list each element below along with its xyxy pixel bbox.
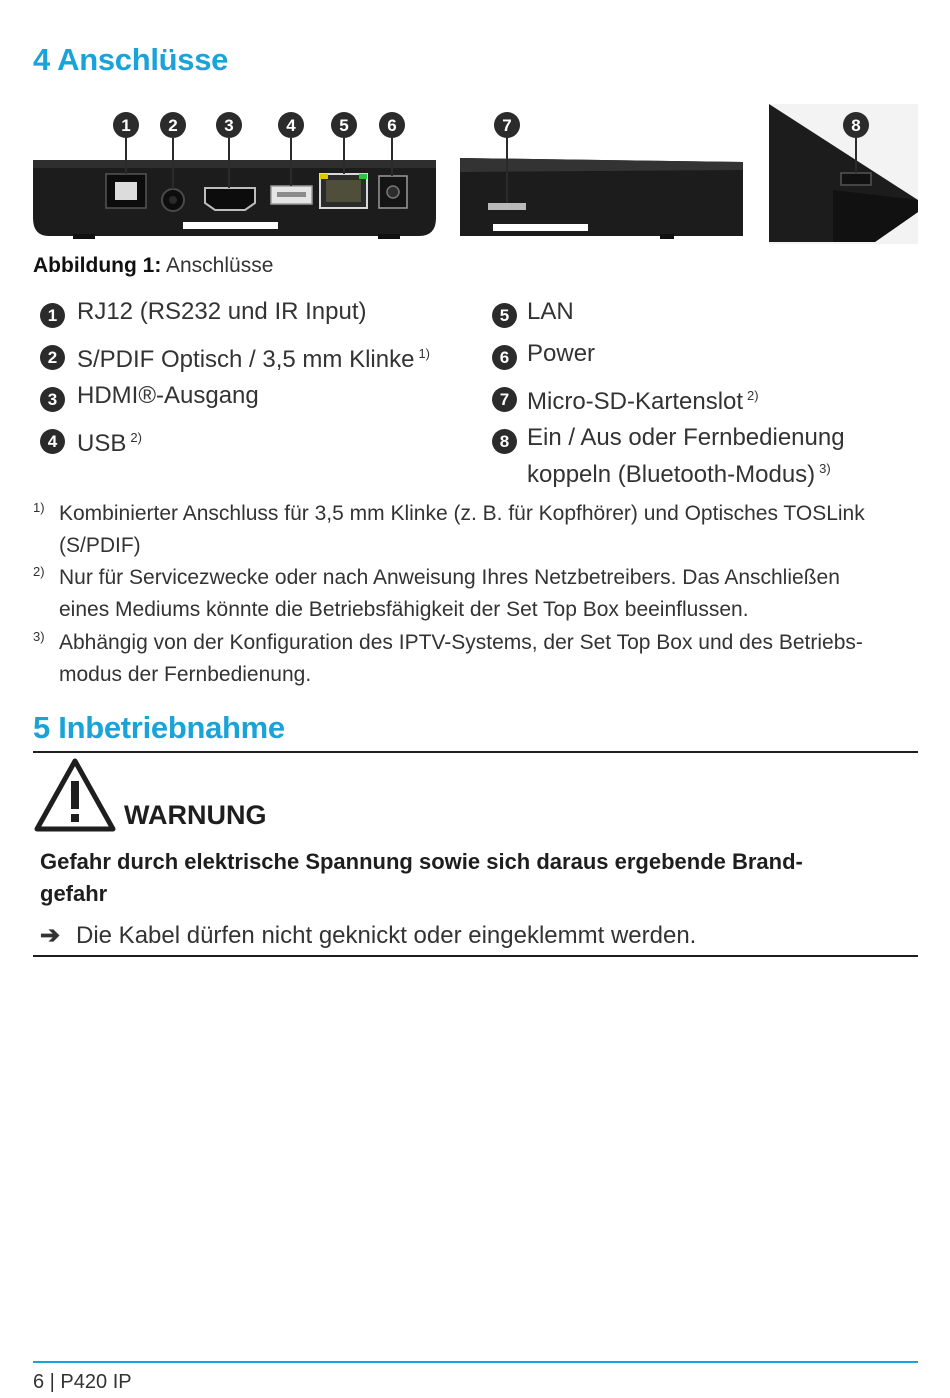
legend-number-3: 3 xyxy=(40,387,65,412)
footnote-line: eines Mediums könnte die Betriebsfähigkeit der Set Top Box beeinflussen. xyxy=(59,598,749,621)
callout-7 xyxy=(494,112,520,138)
device-side-panel xyxy=(460,138,743,239)
svg-text:4: 4 xyxy=(286,116,296,135)
legend-text: Ein / Aus oder Fernbedienung xyxy=(527,424,845,451)
legend-item-6 xyxy=(527,338,595,369)
legend-number-1: 1 xyxy=(40,303,65,328)
footnote-mark: 1) xyxy=(33,500,45,515)
footnote-mark: 3) xyxy=(33,629,45,644)
legend-number-8: 8 xyxy=(492,429,517,454)
svg-text:6: 6 xyxy=(387,116,397,135)
legend-number-5: 5 xyxy=(492,303,517,328)
footnote-line: (S/PDIF) xyxy=(59,534,141,557)
legend-item-8 xyxy=(527,422,845,490)
legend-item-4 xyxy=(77,422,142,459)
legend-text: Micro-SD-Kartenslot xyxy=(527,388,744,415)
legend-text-line2: koppeln (Bluetooth-Modus) xyxy=(527,461,816,488)
svg-text:7: 7 xyxy=(502,116,512,135)
legend-number-2: 2 xyxy=(40,345,65,370)
callout-4 xyxy=(278,112,304,138)
footnote-line: Abhängig von der Konfiguration des IPTV-Systems, der Set Top Box und des Betriebs- xyxy=(59,631,863,654)
legend-item-2 xyxy=(77,338,430,375)
warning-title: WARNUNG xyxy=(124,800,267,830)
legend-item-7 xyxy=(527,380,759,417)
legend-text: S/PDIF Optisch / 3,5 mm Klinke xyxy=(77,346,415,373)
footnote-line: Kombinierter Anschluss für 3,5 mm Klinke (z. B. für Kopfhörer) und Optisches TOSLink xyxy=(59,502,865,525)
callout-8 xyxy=(843,112,869,138)
page-footer: 6 | P420 IP xyxy=(33,1371,132,1393)
caption-label: Abbildung 1: xyxy=(33,254,162,277)
figure-caption xyxy=(33,254,273,278)
legend-item-1 xyxy=(77,296,367,327)
svg-text:5: 5 xyxy=(339,116,349,135)
legend-number-7: 7 xyxy=(492,387,517,412)
warning-text xyxy=(40,846,880,910)
legend-text: RJ12 (RS232 und IR Input) xyxy=(77,298,367,325)
figure-callouts xyxy=(113,112,869,138)
footnote-ref: 3) xyxy=(819,461,831,476)
legend-number-6: 6 xyxy=(492,345,517,370)
warning-line: Gefahr durch elektrische Spannung sowie sich daraus ergebende Brand- xyxy=(40,849,803,874)
warning-top-rule xyxy=(33,751,918,753)
caption-text: Anschlüsse xyxy=(166,254,274,277)
footer-rule xyxy=(33,1361,918,1363)
callout-1 xyxy=(113,112,139,138)
warning-line: gefahr xyxy=(40,881,108,906)
warning-action-text: Die Kabel dürfen nicht geknickt oder eingeklemmt werden. xyxy=(76,922,697,949)
legend-number-4: 4 xyxy=(40,429,65,454)
legend-item-5 xyxy=(527,296,574,327)
footnote-ref: 2) xyxy=(130,430,142,445)
warning-triangle-icon xyxy=(33,757,117,833)
footnote-line: modus der Fernbedienung. xyxy=(59,663,312,686)
callout-3 xyxy=(216,112,242,138)
warning-action xyxy=(40,921,696,950)
device-back-panel xyxy=(33,138,436,239)
svg-text:8: 8 xyxy=(851,116,861,135)
connectors-figure xyxy=(33,100,918,248)
callout-6 xyxy=(379,112,405,138)
callout-5 xyxy=(331,112,357,138)
svg-text:1: 1 xyxy=(121,116,131,135)
footnote-line: Nur für Servicezwecke oder nach Anweisung Ihres Netzbetreibers. Das Anschließen xyxy=(59,566,840,589)
svg-text:3: 3 xyxy=(224,116,234,135)
arrow-right-icon: ➔ xyxy=(40,922,61,949)
legend-text: LAN xyxy=(527,298,574,325)
footnote-ref: 2) xyxy=(747,388,759,403)
legend-item-3 xyxy=(77,380,259,411)
legend-text: USB xyxy=(77,430,127,457)
legend-text: HDMI®-Ausgang xyxy=(77,382,259,409)
warning-bottom-rule xyxy=(33,955,918,957)
footnote-mark: 2) xyxy=(33,564,45,579)
footnote-ref: 1) xyxy=(418,346,430,361)
svg-text:2: 2 xyxy=(168,116,178,135)
legend-text: Power xyxy=(527,340,596,367)
section-heading-anschluesse: 4 Anschlüsse xyxy=(33,42,229,77)
callout-2 xyxy=(160,112,186,138)
section-heading-inbetriebnahme: 5 Inbetriebnahme xyxy=(33,710,285,745)
